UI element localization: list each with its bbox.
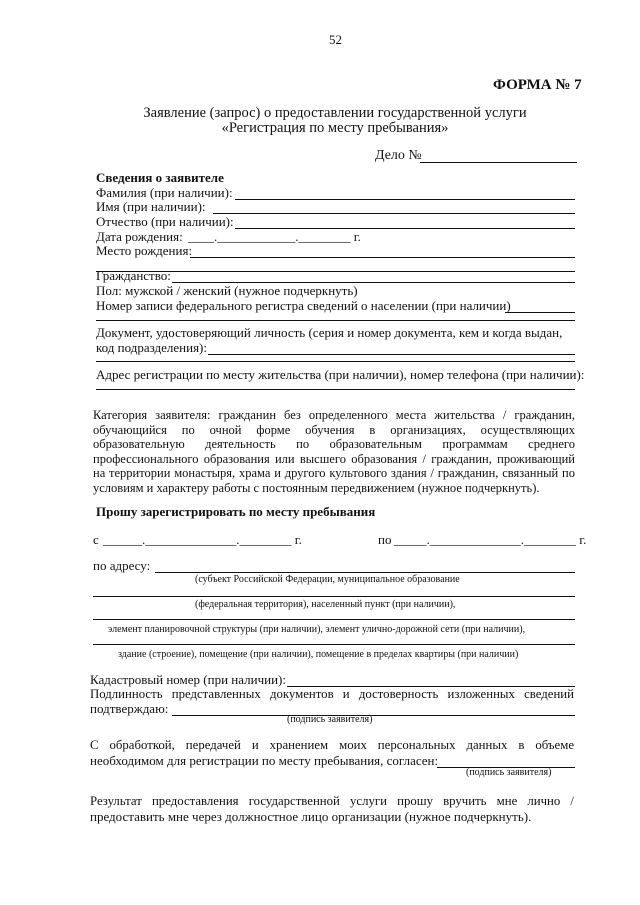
id-document-field-2[interactable] [96,361,575,362]
consent-line-2: необходимом для регистрации по месту пребывания, согласен: [90,753,439,768]
birth-date-label: Дата рождения: [96,229,183,244]
address-field-2[interactable] [93,596,575,597]
consent-line-1: С обработкой, передачей и хранением моих персональных данных в объеме [90,738,574,752]
hint-subject: (субъект Российской Федерации, муниципальное образование [195,574,460,585]
result-line-1: Результат предоставления государственной услуги прошу вручить мне лично / [90,794,574,808]
registry-number-field-2[interactable] [96,320,575,321]
result-line-2: предоставить мне через должностное лицо организации (нужное подчеркнуть). [90,809,532,824]
address-field-4[interactable] [93,644,575,645]
from-prefix: с [93,532,99,547]
case-number-field[interactable] [420,162,577,163]
signature-hint-1: (подпись заявителя) [287,714,373,725]
to-date-field[interactable]: _____.______________.________ г. [394,532,587,547]
address-label: по адресу: [93,558,151,573]
category-text: Категория заявителя: гражданин без определенного места жительства / гражданин, обучающийся по очной форме обучения в организациях, осуществляющих образовательную деятельность по образовательным программам среднего профессионального образования или высшего образования / гражданин, проживающий на территории монастыря, храма и другого культового здания / гражданин, связанный по условиям и характеру работы с постоянным передвижением (нужное подчеркнуть). [93,408,575,495]
signature-hint-2: (подпись заявителя) [466,767,552,778]
id-document-field[interactable] [208,354,575,355]
title-line-1: Заявление (запрос) о предоставлении государственной услуги [143,105,527,121]
registry-number-label: Номер записи федерального регистра сведений о населении (при наличии) [96,298,511,313]
id-document-label-1: Документ, удостоверяющий личность (серия и номер документа, кем и когда выдан, [96,325,563,340]
hint-territory: (федеральная территория), населенный пункт (при наличии), [195,599,456,610]
request-heading: Прошу зарегистрировать по месту пребывания [96,504,376,519]
from-date-field[interactable]: ______.______________.________ г. [103,532,302,547]
signature-field-1[interactable] [172,715,575,716]
birth-date-field[interactable]: ____.____________.________ г. [188,229,361,244]
page-number: 52 [329,32,342,47]
name-label: Имя (при наличии): [96,199,206,214]
form-label: ФОРМА № 7 [493,77,582,93]
patronymic-label: Отчество (при наличии): [96,214,234,229]
authenticity-line-2: подтверждаю: [90,701,169,716]
hint-element: элемент планировочной структуры (при наличии), элемент улично-дорожной сети (при наличии), [108,624,526,635]
birth-place-field[interactable] [190,257,575,258]
hint-building: здание (строение), помещение (при наличии), помещение в пределах квартиры (при наличии) [118,649,519,660]
sex-label: Пол: мужской / женский (нужное подчеркнуть) [96,283,358,298]
id-document-label-2: код подразделения): [96,340,207,355]
cadastral-label: Кадастровый номер (при наличии): [90,672,286,687]
birth-place-label: Место рождения: [96,243,193,258]
applicant-heading: Сведения о заявителе [96,170,224,185]
address-field-1[interactable] [155,572,575,573]
authenticity-line-1: Подлинность представленных документов и достоверность изложенных сведений [90,687,574,701]
citizenship-label: Гражданство: [96,268,171,283]
residence-address-label: Адрес регистрации по месту жительства (при наличии), номер телефона (при наличии): [96,367,585,382]
registry-number-field[interactable] [505,312,575,313]
title-line-2: «Регистрация по месту пребывания» [221,120,449,136]
surname-label: Фамилия (при наличии): [96,185,233,200]
surname-field[interactable] [235,199,575,200]
to-prefix: по [378,532,392,547]
case-label: Дело № [375,148,422,163]
address-field-3[interactable] [93,619,575,620]
residence-address-field[interactable] [96,389,575,390]
name-field[interactable] [213,213,575,214]
